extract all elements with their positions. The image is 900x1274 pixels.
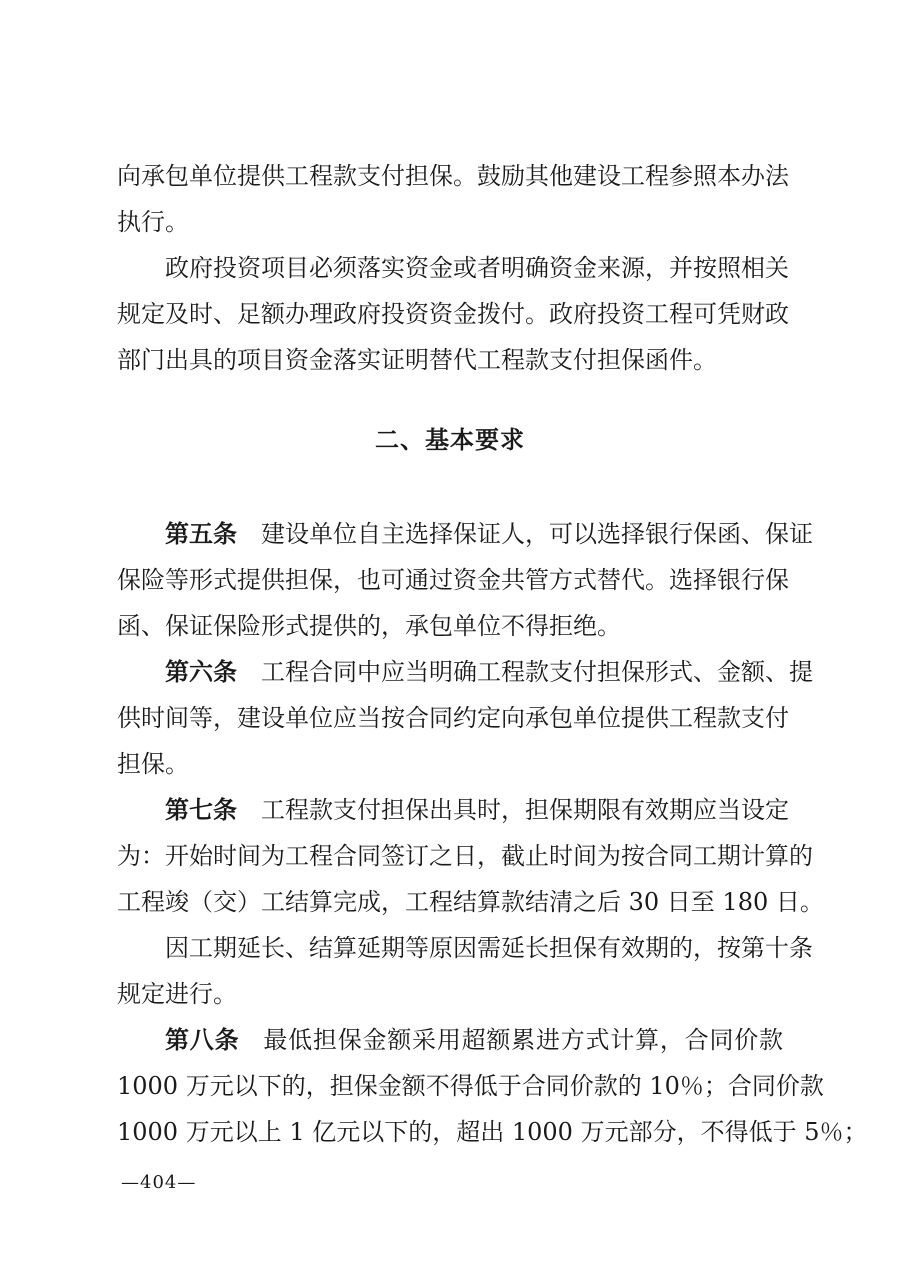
- article-label: 第七条: [165, 796, 237, 824]
- text-line: 工程竣（交）工结算完成，工程结算款结清之后 30 日至 180 日。: [117, 888, 824, 916]
- text-line: 1000 万元以上 1 亿元以下的，超出 1000 万元部分，不得低于 5％；: [117, 1118, 868, 1146]
- article-text: 工程款支付担保出具时，担保期限有效期应当设定: [261, 796, 789, 824]
- text-line: 1000 万元以下的，担保金额不得低于合同价款的 10％；合同价款: [117, 1072, 824, 1100]
- article-label: 第六条: [165, 658, 237, 686]
- article-text: 最低担保金额采用超额累进方式计算，合同价款: [263, 1026, 784, 1054]
- text-line: 供时间等，建设单位应当按合同约定向承包单位提供工程款支付: [117, 704, 789, 732]
- section-heading: 二、基本要求: [375, 426, 525, 454]
- text-line: 因工期延长、结算延期等原因需延长担保有效期的，按第十条: [165, 934, 813, 962]
- article-label: 第八条: [165, 1026, 240, 1054]
- text-line: 保险等形式提供担保，也可通过资金共管方式替代。选择银行保: [117, 566, 789, 594]
- text-line: 部门出具的项目资金落实证明替代工程款支付担保函件。: [117, 346, 717, 374]
- text-line: 向承包单位提供工程款支付担保。鼓励其他建设工程参照本办法: [117, 162, 789, 190]
- article-8-first-line: [165, 1020, 783, 1060]
- article-text: 工程合同中应当明确工程款支付担保形式、金额、提: [261, 658, 813, 686]
- text-line: 函、保证保险形式提供的，承包单位不得拒绝。: [117, 612, 621, 640]
- page-number: —404—: [121, 1172, 197, 1193]
- text-line: 执行。: [117, 208, 189, 236]
- text-line: 为：开始时间为工程合同签订之日，截止时间为按合同工期计算的: [117, 842, 813, 870]
- text-line: 规定进行。: [117, 980, 237, 1008]
- article-5-first-line: [165, 514, 813, 554]
- text-line: 担保。: [117, 750, 189, 778]
- text-line: 政府投资项目必须落实资金或者明确资金来源，并按照相关: [165, 254, 789, 282]
- article-6-first-line: [165, 652, 813, 692]
- article-7-first-line: [165, 790, 789, 830]
- article-text: 建设单位自主选择保证人，可以选择银行保函、保证: [261, 520, 813, 548]
- text-line: 规定及时、足额办理政府投资资金拨付。政府投资工程可凭财政: [117, 300, 789, 328]
- article-label: 第五条: [165, 520, 237, 548]
